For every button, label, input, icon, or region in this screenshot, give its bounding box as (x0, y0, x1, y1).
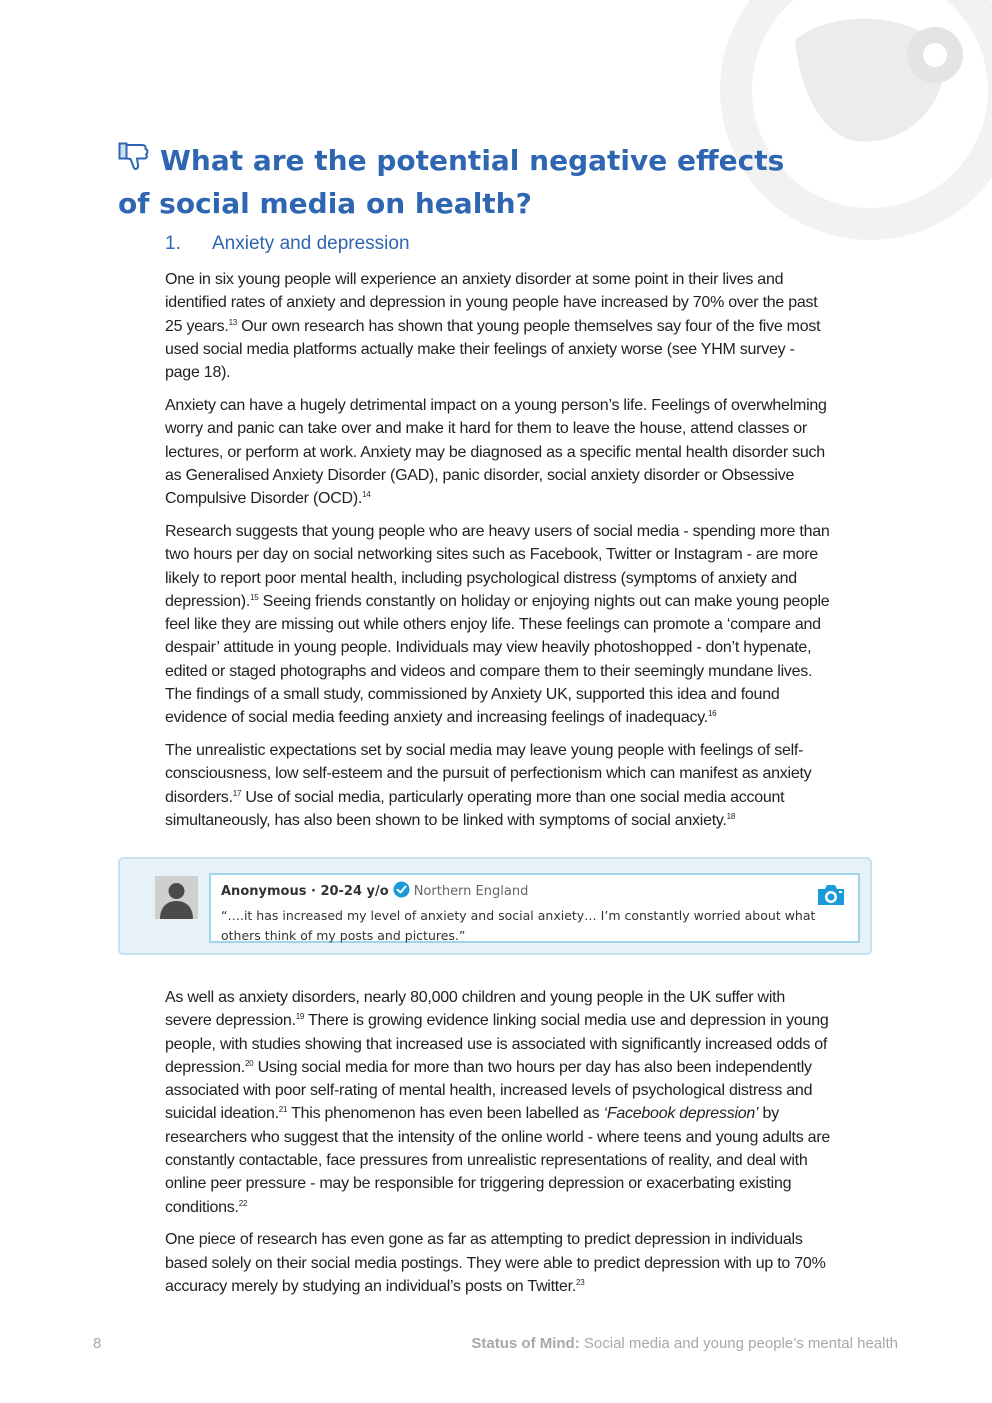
paragraph: As well as anxiety disorders, nearly 80,000 children and young people in the UK suffer with severe depression.$^{19}$ There is growing evidence linking social media use and depression in young people, with studies showing that increased use is associated with significantly increased odds of depression.$^{20}$ Using social media for more than two hours per day has also been independently associated with poor self-rating of mental health, increased levels of psychological distress and suicidal ideation.$^{21}$ This phenomenon has even been labelled as ‘Facebook depression’ by researchers who suggest that the intensity of the online world - where teens and young adults are constantly contactable, face pressures from unrealistic representations of reality, and deal with online peer pressure - may be responsible for triggering depression or exacerbating existing conditions.$^{22}$ (165, 989, 831, 1216)
footnote-ref: 18 (726, 812, 736, 822)
footnote-ref: 22 (238, 1198, 248, 1208)
heading-line-1: What are the potential negative effects (160, 144, 785, 177)
paragraph: Anxiety can have a hugely detrimental impact on a young person’s life. Feelings of overwhelming worry and panic can take over and make it hard for them to leave the house, attend classes or lectures, or perform at work. Anxiety may be diagnosed as a specific mental health disorder such as Generalised Anxiety Disorder (GAD), panic disorder, social anxiety disorder or Obsessive Compulsive Disorder (OCD).$^{14}$ (165, 396, 827, 508)
section-number: 1. (165, 233, 181, 254)
testimonial-meta (221, 881, 848, 904)
author-name: Anonymous (221, 884, 307, 899)
paragraph: The unrealistic expectations set by social media may leave young people with feelings of self-consciousness, low self-esteem and the pursuit of perfectionism which can manifest as anxiety disorders.$^{17}$ Use of social media, particularly operating more than one social media account simultaneously, has also been shown to be linked with symptoms of social anxiety.$^{18}$ (165, 742, 812, 830)
thumbs-down-icon (118, 142, 152, 183)
author-age: · 20-24 y/o (306, 884, 389, 899)
page-title (118, 140, 818, 224)
page-number: 8 (93, 1335, 102, 1352)
section-title-text: Anxiety and depression (212, 233, 410, 254)
footnote-ref: 14 (362, 490, 371, 500)
verified-check-icon (393, 881, 410, 904)
footnote-ref: 19 (295, 1012, 305, 1022)
testimonial-card (209, 873, 860, 943)
emphasis-term: ‘Facebook depression’ (603, 1105, 759, 1123)
footnote-ref: 15 (250, 592, 259, 602)
user-avatar-icon (155, 876, 198, 919)
footnote-ref: 21 (278, 1105, 288, 1115)
paragraph: One in six young people will experience an anxiety disorder at some point in their lives and identified rates of anxiety and depression in young people have increased by 70% over the past 25 years.$^{13}$ Our own research has shown that young people themselves say four of the five most used social media platforms actually make their feelings of anxiety worse (see YHM survey - page 18). (165, 271, 821, 382)
footnote-ref: 17 (232, 788, 242, 798)
paragraph: Research suggests that young people who are heavy users of social media - spending more than two hours per day on social networking sites such as Facebook, Twitter or Instagram - are more likely to report poor mental health, including psychological distress (symptoms of anxiety and depression).$^{15}$ Seeing friends constantly on holiday or enjoying nights out can make young people feel like they are missing out while others enjoy life. These feelings can promote a ‘compare and despair’ attitude in young people. Individuals may view heavily photoshopped - don’t hypenate, edited or staged photographs and videos and compare them to their seemingly mundane lives. The findings of a small study, commissioned by Anxiety UK, supported this idea and found evidence of social media feeding anxiety and increasing feelings of inadequacy.$^{16}$ (165, 522, 830, 727)
testimonial-box (118, 857, 872, 955)
heading-line-2: of social media on health? (118, 187, 532, 220)
section-title (165, 233, 410, 255)
testimonial-text: “….it has increased my level of anxiety and social anxiety… I’m constantly worried about what others think of my posts and pictures.” (221, 908, 816, 943)
author-location: Northern England (413, 884, 529, 899)
paragraph: One piece of research has even gone as far as attempting to predict depression in individuals based solely on their social media postings. They were able to predict depression with up to 70% accuracy merely by studying an individual’s posts on Twitter.$^{23}$ (165, 1231, 826, 1296)
camera-icon (816, 883, 846, 911)
footnote-ref: 23 (576, 1278, 585, 1288)
footnote-ref: 13 (228, 317, 237, 327)
footer-title: Status of Mind: Social media and young people’s mental health (471, 1335, 898, 1352)
footnote-ref: 20 (244, 1058, 254, 1068)
body-text-bottom (165, 986, 833, 1308)
footnote-ref: 16 (707, 709, 717, 719)
body-text-top (165, 268, 833, 842)
